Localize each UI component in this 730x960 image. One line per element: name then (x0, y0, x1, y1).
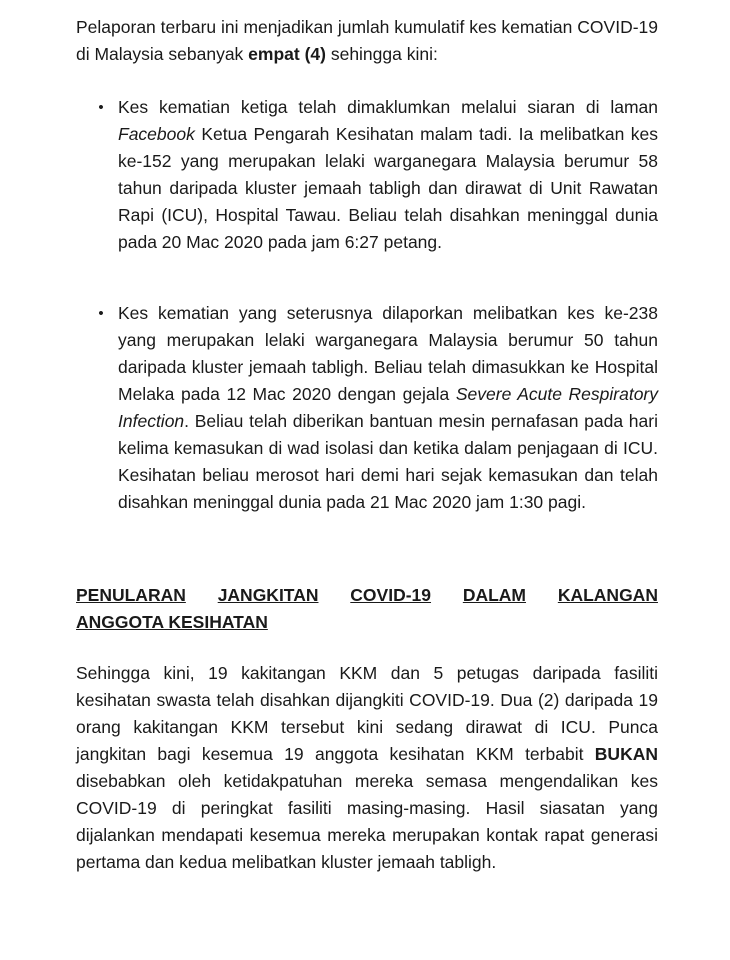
intro-text: Pelaporan terbaru ini menjadikan jumlah kumulatif kes kematian COVID-19 di Malaysia sebanyak (76, 17, 658, 64)
body-text: Sehingga kini, 19 kakitangan KKM dan 5 petugas daripada fasiliti kesihatan swasta telah disahkan dijangkiti COVID-19. Dua (2) daripada 19 orang kakitangan KKM tersebut kini sedang dirawat di ICU. Punca jangkitan bagi kesemua 19 anggota kesihatan KKM terbabit (76, 663, 658, 764)
bullet-item-fourth-death (118, 300, 658, 516)
bullet-dot-icon: • (98, 305, 104, 322)
heading-word: PENULARAN (76, 585, 186, 605)
heading-word: KALANGAN (557, 585, 658, 605)
heading-word: JANGKITAN (217, 585, 319, 605)
bullet-italic-term: Facebook (118, 124, 195, 144)
bullet-text: Ketua Pengarah Kesihatan malam tadi. Ia melibatkan kes ke-152 yang merupakan lelaki warganegara Malaysia berumur 58 tahun daripada kluster jemaah tabligh dan dirawat di Unit Rawatan Rapi (ICU), Hospital Tawau. Beliau telah disahkan meninggal dunia pada 20 Mac 2020 pada jam 6:27 petang. (118, 124, 658, 252)
body-bold-emphasis: BUKAN (594, 744, 658, 764)
section-heading (76, 582, 658, 636)
bullet-italic-term: Severe Acute Respiratory Infection (118, 384, 659, 431)
heading-word: COVID-19 (350, 585, 432, 605)
intro-text-end: sehingga kini: (325, 44, 438, 64)
intro-bold-count: empat (4) (248, 44, 326, 64)
bullet-dot-icon: • (98, 99, 104, 116)
bullet-item-third-death (118, 94, 658, 256)
body-paragraph (76, 660, 658, 876)
heading-word: DALAM (462, 585, 527, 605)
intro-paragraph (76, 14, 658, 68)
bullet-text: Kes kematian yang seterusnya dilaporkan melibatkan kes ke-238 yang merupakan lelaki warganegara Malaysia berumur 50 tahun daripada kluster jemaah tabligh. Beliau telah dimasukkan ke Hospital Melaka pada 12 Mac 2020 dengan gejala (118, 303, 658, 404)
body-text: disebabkan oleh ketidakpatuhan mereka semasa mengendalikan kes COVID-19 di peringkat fasiliti masing-masing. Hasil siasatan yang dijalankan mendapati kesemua mereka merupakan kontak rapat generasi pertama dan kedua melibatkan kluster jemaah tabligh. (76, 771, 658, 872)
bullet-text: Kes kematian ketiga telah dimaklumkan melalui siaran di laman (118, 97, 658, 117)
heading-line-1 (76, 582, 658, 609)
bullet-text: . Beliau telah diberikan bantuan mesin pernafasan pada hari kelima kemasukan di wad isolasi dan ketika dalam penjagaan di ICU. Kesihatan beliau merosot hari demi hari sejak kemasukan dan telah disahkan meninggal dunia pada 21 Mac 2020 jam 1:30 pagi. (118, 411, 658, 512)
heading-line-2: ANGGOTA KESIHATAN (76, 612, 268, 632)
